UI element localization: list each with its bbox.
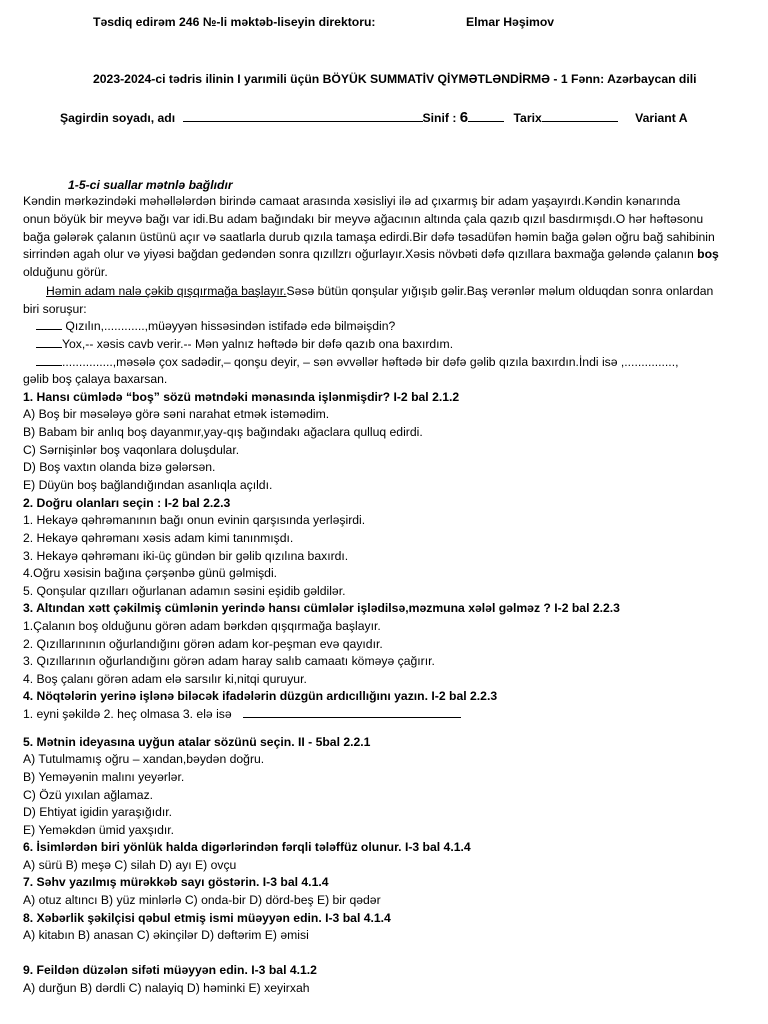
option: 1. eyni şəkildə 2. heç olmasa 3. elə isə xyxy=(23,707,232,721)
dialog-dash xyxy=(36,336,62,348)
question-6-title: 6. İsimlərdən biri yönlük halda digərlərindən fərqli tələffüz olunur. I-3 bal 4.1.4 xyxy=(23,840,471,854)
passage-line xyxy=(23,246,719,264)
dialog-text: Qızılın,............,müəyyən hissəsindən istifadə edə bilməişdin? xyxy=(65,319,396,333)
underlined-sentence: Həmin adam nalə çəkib qışqırmağa başlayır. xyxy=(46,284,287,298)
passage-line: Kəndin mərkəzindəki məhəllələrdən birində camaat arasında xəsisliyi ilə ad çıxarmış bir adam yaşayırdı.Kəndin kənarında xyxy=(23,194,681,208)
dialog-text: ...............,məsələ çox sadədir,– qonşu deyir, – sən əvvəllər həftədə bir dəfə gəlib qızıla baxırdın.İndi isə ,..............., xyxy=(62,355,679,369)
student-name-label: Şagirdin soyadı, adı xyxy=(60,111,176,125)
option: B) Yeməyənin malını yeyərlər. xyxy=(23,770,185,784)
passage-line: bağa gələrək çalanın üstünü açır və saatlarla durub qızıla tamaşa edirdi.Bir dəfə təsadüfən həmin bağa gələn oğru bağ sahibinin xyxy=(23,230,715,244)
passage-line-text: Səsə bütün qonşular yığışıb gəlir.Baş verənlər məlum olduqdan sonra onlardan xyxy=(286,284,714,298)
answer-blank[interactable] xyxy=(243,706,461,718)
question-4-title: 4. Nöqtələrin yerinə işlənə biləcək ifadələrin düzgün ardıcıllığını yazın. I-2 bal 2.2.3 xyxy=(23,689,498,703)
passage-line: olduğunu görür. xyxy=(23,265,108,279)
passage-line: biri soruşur: xyxy=(23,302,87,316)
question-9-title: 9. Feildən düzələn sifəti müəyyən edin. I-3 bal 4.1.2 xyxy=(23,963,317,977)
class-blank xyxy=(468,110,504,122)
option-row xyxy=(23,706,461,724)
dialog-line xyxy=(36,318,395,336)
class-label: Sinif : xyxy=(422,111,457,125)
option-row: A) otuz altıncı B) yüz minlərlə C) onda-bir D) dörd-beş E) bir qədər xyxy=(23,893,381,907)
dialog-dash xyxy=(36,318,62,330)
option: 1.Çalanın boş olduğunu görən adam bərkdən qışqırmağa başlayır. xyxy=(23,619,381,633)
option: B) Babam bir anlıq boş dayanmır,yay-qış bağındakı ağaclara qulluq edirdi. xyxy=(23,425,423,439)
date-blank xyxy=(542,110,618,122)
question-8-title: 8. Xəbərlik şəkilçisi qəbul etmiş ismi müəyyən edin. I-3 bal 4.1.4 xyxy=(23,911,391,925)
date-label: Tarix xyxy=(513,111,542,125)
dialog-dash xyxy=(36,354,62,366)
option: 3. Hekayə qəhrəmanı iki-üç gündən bir gəlib qızılına baxırdı. xyxy=(23,549,349,563)
option: A) Boş bir məsələyə görə səni narahat etmək istəmədim. xyxy=(23,407,330,421)
dialog-line xyxy=(36,354,678,372)
student-name-blank xyxy=(183,110,423,122)
option: 4.Oğru xəsisin bağına çərşənbə günü gəlmişdi. xyxy=(23,566,278,580)
option-row: A) durğun B) dərdli C) nalayiq D) həminki E) xeyirxah xyxy=(23,981,310,995)
option: 2. Qızıllarınının oğurlandığını görən adam kor-peşman evə qayıdır. xyxy=(23,637,383,651)
option: C) Sərnişinlər boş vaqonlara doluşdular. xyxy=(23,443,240,457)
option: E) Yeməkdən ümid yaxşıdır. xyxy=(23,823,175,837)
option: 4. Boş çalanı görən adam elə sarsılır ki,nitqi quruyur. xyxy=(23,672,307,686)
option: D) Boş vaxtın olanda bizə gələrsən. xyxy=(23,460,216,474)
dialog-text: Yox,-- xəsis cavb verir.-- Mən yalnız həftədə bir dəfə qazıb ona baxırdım. xyxy=(62,337,454,351)
passage-heading: 1-5-ci suallar mətnlə bağlıdır xyxy=(68,178,233,192)
option-row: A) sürü B) meşə C) silah D) ayı E) ovçu xyxy=(23,858,237,872)
student-info-row xyxy=(60,109,688,126)
option: C) Özü yıxılan ağlamaz. xyxy=(23,788,154,802)
dialog-line xyxy=(36,336,453,354)
option: 5. Qonşular qızılları oğurlanan adamın səsini eşidib gəldilər. xyxy=(23,584,346,598)
variant-label: Variant A xyxy=(635,111,688,125)
passage-line: gəlib boş çalaya baxarsan. xyxy=(23,372,168,386)
passage-line xyxy=(46,283,713,301)
option-row: A) kitabın B) anasan C) əkinçilər D) dəftərim E) əmisi xyxy=(23,928,309,942)
class-value: 6 xyxy=(459,109,469,126)
option: A) Tutulmamış oğru – xandan,bəydən doğru. xyxy=(23,752,265,766)
director-name: Elmar Həşimov xyxy=(466,15,555,29)
passage-line-text: sirrindən agah olur və yiyəsi bağdan gedəndən sonra qızıllzrı oğurlayır.Xəsis növbəti dəfə qızıllara baxmağa gələndə çalanın xyxy=(23,247,694,261)
question-5-title: 5. Mətnin ideyasına uyğun atalar sözünü seçin. II - 5bal 2.2.1 xyxy=(23,735,371,749)
passage-line: onun böyük bir meyvə bağı var idi.Bu adam bağındakı bir meyvə ağacının altında çala qazıb qızıl basdırmışdı.O hər həftəsonu xyxy=(23,212,704,226)
question-1-title: 1. Hansı cümlədə “boş” sözü mətndəki mənasında işlənmişdir? I-2 bal 2.1.2 xyxy=(23,390,460,404)
option: D) Ehtiyat igidin yaraşığıdır. xyxy=(23,805,173,819)
question-7-title: 7. Səhv yazılmış mürəkkəb sayı göstərin. I-3 bal 4.1.4 xyxy=(23,875,329,889)
option: E) Düyün boş bağlandığından asanlıqla açıldı. xyxy=(23,478,273,492)
option: 2. Hekayə qəhrəmanı xəsis adam kimi tanınmışdı. xyxy=(23,531,294,545)
question-2-title: 2. Doğru olanları seçin : I-2 bal 2.2.3 xyxy=(23,496,231,510)
bold-word: boş xyxy=(697,247,719,261)
exam-title: 2023-2024-ci tədris ilinin I yarımili üçün BÖYÜK SUMMATİV QİYMƏTLƏNDİRMƏ - 1 Fənn: Azərbaycan dili xyxy=(93,72,697,86)
approval-line: Təsdiq edirəm 246 №-li məktəb-liseyin direktoru: xyxy=(93,15,376,29)
option: 3. Qızıllarının oğurlandığını görən adam haray salıb camaatı köməyə çağırır. xyxy=(23,654,435,668)
question-3-title: 3. Altından xətt çəkilmiş cümlənin yerində hansı cümlələr işlədilsə,məzmuna xələl gəlməz ? I-2 bal 2.2.3 xyxy=(23,601,620,615)
option: 1. Hekayə qəhrəmanının bağı onun evinin qarşısında yerləşirdi. xyxy=(23,513,366,527)
